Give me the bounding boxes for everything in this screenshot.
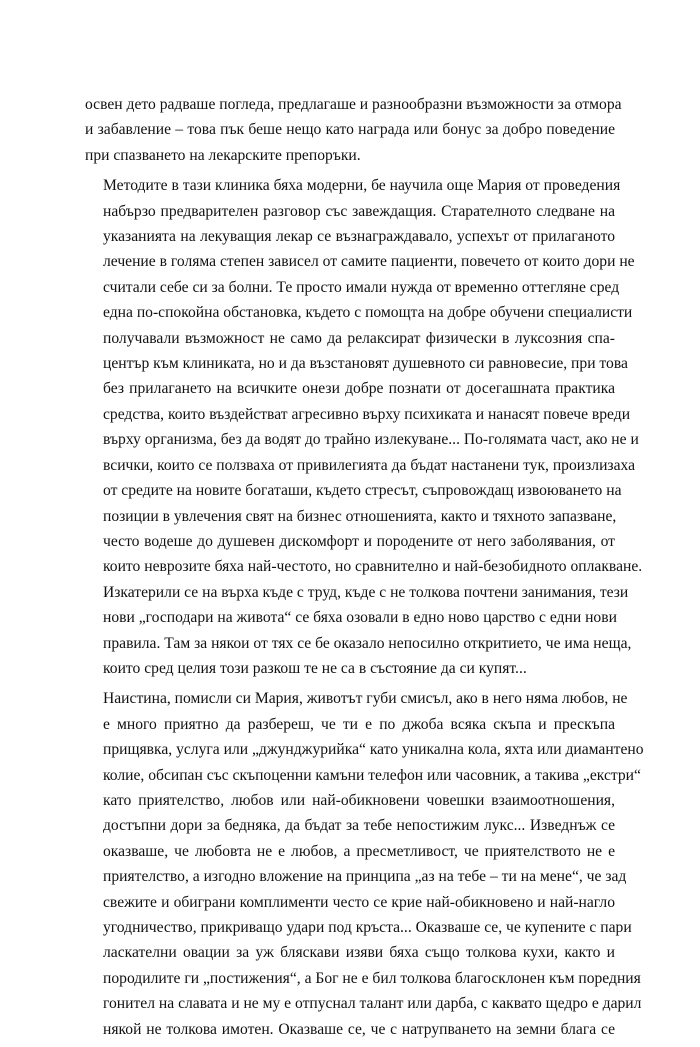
text-line: често водеше до душевен дискомфорт и породените от него заболявания, от bbox=[103, 532, 615, 550]
paragraph bbox=[85, 92, 622, 168]
text-line: колие, обсипан със скъпоценни камъни телефон или часовник, а такива „екстри“ bbox=[103, 766, 641, 784]
text-line: набързо предварителен разговор със завеждащия. Старателното следване на bbox=[103, 202, 615, 220]
text-line: Изкатерили се на върха къде с труд, къде с не толкова почтени занимания, тези bbox=[103, 583, 629, 601]
text-line: указанията на лекуващия лекар се възнаграждавало, успехът от прилаганото bbox=[103, 228, 615, 246]
text-line: свежите и обиграни комплименти често се крие най-обикновено и най-нагло bbox=[103, 893, 615, 911]
text-line: угодничество, прикриващо удари под кръста... Оказваше се, че купените с пари bbox=[103, 919, 632, 936]
text-line: получавали възможност не само да релаксират физически в луксозния спа- bbox=[103, 329, 615, 347]
text-line: считали себе си за болни. Те просто имали нужда от временно оттегляне сред bbox=[103, 278, 620, 296]
text-line: които сред целия този разкош те не са в състояние да си купят... bbox=[103, 659, 527, 677]
text-line: при спазването на лекарските препоръки. bbox=[85, 146, 361, 164]
text-line: е много приятно да разбереш, че ти е по джоба всяка скъпа и прескъпа bbox=[103, 715, 615, 733]
text-line: всички, които се ползваха от привилегията да бъдат настанени тук, произлизаха bbox=[103, 456, 636, 474]
text-line: от средите на новите богаташи, където стресът, съпровождащ извоюването на bbox=[103, 482, 622, 500]
text-line: като приятелство, любов или най-обикновени човешки взаимоотношения, bbox=[103, 791, 615, 809]
text-line: една по-спокойна обстановка, където с помощта на добре обучени специалисти bbox=[103, 304, 633, 322]
text-line: център към клиниката, но и да възстановят душевното си равновесие, при това bbox=[103, 355, 628, 373]
text-line: нови „господари на живота“ се бяха озовали в едно ново царство с едни нови bbox=[103, 609, 617, 627]
body-text bbox=[85, 92, 644, 1047]
text-line: ласкателни овации за уж бляскави изяви бяха също толкова кухи, както и bbox=[103, 944, 615, 962]
text-line: без прилагането на всичките онези добре познати от досегашната практика bbox=[103, 380, 615, 398]
text-line: породилите ги „постижения“, а Бог не е бил толкова благосклонен към поредния bbox=[103, 969, 641, 987]
text-line: Методите в тази клиника бяха модерни, бе научила още Мария от проведения bbox=[103, 177, 621, 195]
text-line: освен дето радваше погледа, предлагаше и разнообразни възможности за отмора bbox=[85, 96, 622, 113]
text-line: правила. Там за някои от тях се бе оказало непосилно откритието, че има неща, bbox=[103, 634, 632, 652]
text-line: позиции в увлечения свят на бизнес отношенията, както и тяхното запазване, bbox=[103, 507, 617, 525]
text-line: някой не толкова имотен. Оказваше се, че с натрупването на земни блага се bbox=[103, 1020, 615, 1038]
text-line: приятелство, а изгодно вложение на принципа „аз на тебе – ти на мене“, че зад bbox=[103, 868, 627, 886]
text-line: Наистина, помисли си Мария, животът губи смисъл, ако в него няма любов, не bbox=[103, 690, 628, 708]
text-line: и забавление – това пък беше нещо като награда или бонус за добро поведение bbox=[85, 121, 615, 139]
text-line: гонител на славата и не му е отпуснал талант или дарба, с каквато щедро е дарил bbox=[103, 995, 642, 1013]
text-line: достъпни дори за бедняка, да бъдат за тебе непостижим лукс... Изведнъж се bbox=[103, 817, 615, 835]
text-line: върху организма, без да водят до трайно излекуване... По-голямата част, ако не и bbox=[103, 431, 639, 449]
text-line: лечение в голяма степен зависел от самите пациенти, повечето от които дори не bbox=[103, 253, 635, 271]
text-line: прищявка, услуга или „джунджурийка“ като уникална кола, яхта или диамантено bbox=[103, 741, 644, 759]
paragraph bbox=[85, 173, 643, 681]
text-line: които неврозите бяха най-честото, но сравнително и най-безобидното оплакване. bbox=[103, 558, 643, 576]
text-line: средства, които въздействат агресивно върху психиката и нанасят повече вреди bbox=[103, 405, 631, 423]
text-line: оказваше, че любовта не е любов, а пресметливост, че приятелството не е bbox=[103, 842, 615, 860]
